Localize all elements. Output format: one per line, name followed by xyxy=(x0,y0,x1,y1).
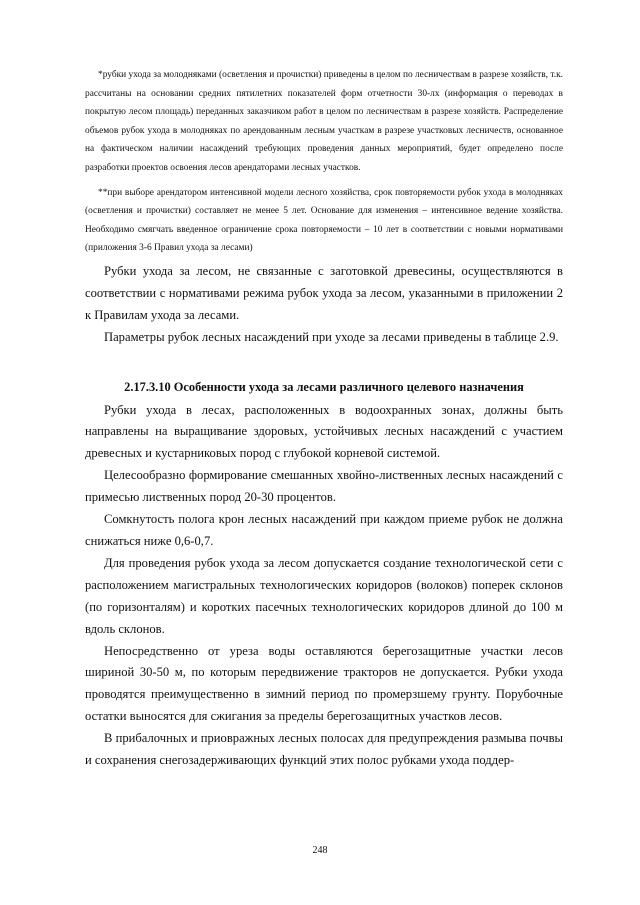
paragraph-canopy-density: Сомкнутость полога крон лесных насаждений при каждом приеме рубок не должна снижаться ниже 0,6-0,7. xyxy=(85,512,563,548)
footnotes-block xyxy=(85,66,563,258)
document-page xyxy=(85,66,563,772)
paragraph-water-protection: Рубки ухода в лесах, расположенных в водоохранных зонах, должны быть направлены на выращивание здоровых, устойчивых лесных насаждений с участием древесных и кустарниковых пород с глубокой корневой системой. xyxy=(85,402,563,461)
section-heading: 2.17.3.10 Особенности ухода за лесами различного целевого назначения xyxy=(124,379,524,394)
paragraph-technological-network: Для проведения рубок ухода за лесом допускается создание технологической сети с расположением магистральных технологических коридоров (волоков) поперек склонов (по горизонталям) и коротких пасечных технологических коридоров длиной до 100 м вдоль склонов. xyxy=(85,555,563,636)
paragraph-shore-protection: Непосредственно от уреза воды оставляются берегозащитные участки лесов шириной 30-50 м, по которым передвижение тракторов не допускается. Рубки ухода проводятся преимущественно в зимний период по промерзшему грунту. Порубочные остатки выносятся для сжигания за пределы берегозащитных участков лесов. xyxy=(85,643,563,724)
paragraph-mixed-stands: Целесообразно формирование смешанных хвойно-лиственных лесных насаждений с примесью лиственных пород 20-30 процентов. xyxy=(85,468,563,505)
spacer xyxy=(85,349,563,376)
footnote-1: *рубки ухода за молодняками (осветления и прочистки) приведены в целом по лесничествам в разрезе хозяйств, т.к. рассчитаны на основании средних пятилетних показателей форм отчетности 30-лх (информация о переводах в покрытую лесом площадь) переданных заказчиком работ в целом по лесничествам в разрезе хозяйств. Распределение объемов рубок ухода в молодняках по арендованным лесным участкам в разрезе участковых лесничеств, основанное на фактическом наличии насаждений требующих проведения данных мероприятий, будет определено после разработки проектов освоения лесов арендаторами лесных участков. xyxy=(85,70,563,173)
paragraph-table-reference: Параметры рубок лесных насаждений при уходе за лесами приведены в таблице 2.9. xyxy=(104,329,559,344)
paragraph-regulations: Рубки ухода за лесом, не связанные с заготовкой древесины, осуществляются в соответствии с нормативами режима рубок ухода за лесом, указанными в приложении 2 к Правилам ухода за лесами. xyxy=(85,263,563,322)
page-number: 248 xyxy=(312,845,328,856)
footnote-2: **при выборе арендатором интенсивной модели лесного хозяйства, срок повторяемости рубок ухода в молодняках (осветления и прочистки) составляет не менее 5 лет. Основание для изменения – интенсивное ведение хозяйства. Необходимо смягчать введенное ограничение срока повторяемости – 10 лет в соответствии с новыми нормативами (приложения 3-6 Правил ухода за лесами) xyxy=(85,187,563,254)
paragraph-ravine-strips: В прибалочных и приовражных лесных полосах для предупреждения размыва почвы и сохранения снегозадерживающих функций этих полос рубками ухода поддер- xyxy=(85,731,563,768)
